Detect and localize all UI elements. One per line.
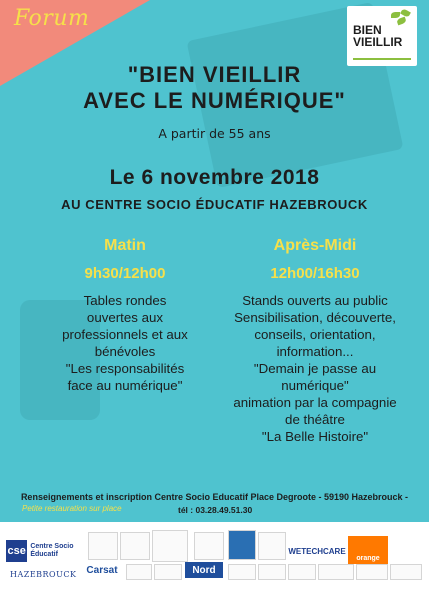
partner-logo — [120, 532, 150, 560]
partner-logo — [288, 564, 316, 580]
morning-time: 9h30/12h00 — [84, 265, 166, 282]
partner-logo — [88, 532, 118, 560]
partner-logo — [318, 564, 354, 580]
carsat-logo: Carsat — [86, 564, 118, 576]
hazebrouck-logo: HAZEBROUCK — [10, 570, 77, 579]
afternoon-time: 12h00/16h30 — [270, 265, 360, 282]
age-text: A partir de 55 ans — [158, 126, 271, 141]
bien-vieillir-logo — [347, 6, 417, 66]
partner-logo — [356, 564, 388, 580]
partner-logo — [152, 530, 188, 562]
partner-logo — [228, 564, 256, 580]
partner-logo — [228, 530, 256, 560]
morning-column — [30, 237, 220, 394]
logo-underline — [353, 58, 411, 60]
partner-logo — [390, 564, 422, 580]
event-venue: AU CENTRE SOCIO ÉDUCATIF HAZEBROUCK — [61, 197, 368, 212]
partner-logo — [258, 532, 286, 560]
partner-logo — [258, 564, 286, 580]
leaf-icon — [391, 12, 400, 18]
event-date: Le 6 novembre 2018 — [109, 166, 320, 189]
partner-logo — [154, 564, 182, 580]
event-title: "BIEN VIEILLIR AVEC LE NUMÉRIQUE" — [83, 62, 346, 113]
morning-description: Tables rondes ouvertes aux professionnels et aux bénévoles "Les responsabilités face au numérique" — [62, 293, 188, 393]
afternoon-heading: Après-Midi — [273, 237, 357, 254]
phone-number: tél : 03.28.49.51.30 — [178, 505, 253, 515]
forum-label: Forum — [14, 6, 90, 31]
orange-logo: orange — [348, 536, 388, 564]
nord-logo: Nord — [185, 562, 223, 578]
partner-logos — [0, 522, 429, 600]
afternoon-column — [220, 237, 410, 445]
partner-logo — [194, 532, 224, 560]
contact-info: Renseignements et inscription Centre Socio Educatif Place Degroote - 59190 Hazebrouck - — [20, 492, 409, 502]
afternoon-description: Stands ouverts au public Sensibilisation, découverte, conseils, orientation, information... "Demain je passe au numérique" animation par la compagnie de théâtre "La Belle Histoire" — [233, 293, 397, 444]
partner-logo — [126, 564, 152, 580]
restauration-note: Petite restauration sur place — [22, 504, 122, 513]
cse-logo: cse Centre Socio Éducatif — [6, 534, 82, 568]
morning-heading: Matin — [104, 237, 146, 254]
wetechcare-logo: WETECHCARE — [288, 544, 346, 558]
logo-text: BIEN VIEILLIR — [353, 23, 403, 49]
